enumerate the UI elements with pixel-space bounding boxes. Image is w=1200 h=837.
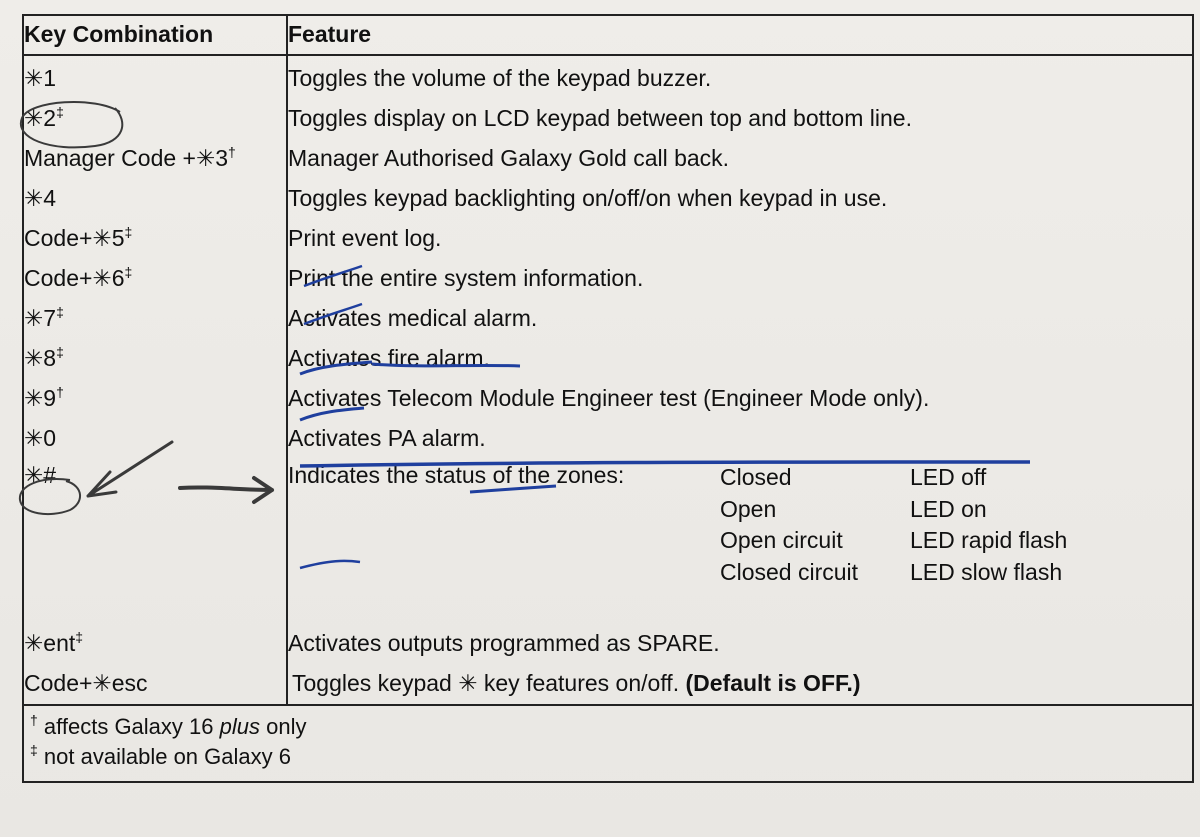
feature-cell: Activates medical alarm.: [287, 296, 1193, 336]
zone-state: Closed circuit: [720, 559, 859, 586]
key-cell: [23, 96, 287, 136]
table-row: [23, 416, 1193, 456]
key-cell: [23, 176, 287, 216]
table-header-row: [23, 15, 1193, 55]
key-cell: [23, 416, 287, 456]
footnotes-row: [23, 705, 1193, 782]
key-footnote-mark: ‡: [56, 304, 64, 321]
table-row: [23, 176, 1193, 216]
key-text: ✳2: [24, 105, 57, 132]
table-row: [23, 376, 1193, 416]
key-text: ✳1: [24, 65, 57, 92]
feature-cell: [287, 456, 1193, 621]
key-text: Code+✳5: [24, 225, 125, 252]
key-cell: [23, 216, 287, 256]
key-text: Code+✳6: [24, 265, 125, 292]
table-row: [23, 136, 1193, 176]
feature-cell: Print the entire system information.: [287, 256, 1193, 296]
zone-status-intro: Indicates the status of the zones:: [288, 462, 625, 488]
double-dagger-symbol: ‡: [30, 741, 38, 758]
key-footnote-mark: ‡: [124, 224, 133, 241]
dagger-symbol: †: [30, 712, 38, 728]
feature-header: Feature: [287, 15, 1193, 55]
key-footnote-mark: ‡: [124, 264, 133, 281]
key-footnote-mark: †: [56, 384, 64, 401]
feature-cell: Activates Telecom Module Engineer test (Engineer Mode only).: [287, 376, 1193, 416]
key-text: Manager Code +✳3: [24, 145, 229, 172]
key-cell: [23, 376, 287, 416]
footnote-text: affects Galaxy 16: [43, 714, 214, 739]
feature-cell: Print event log.: [287, 216, 1193, 256]
table-row: [23, 216, 1193, 256]
key-text: ✳4: [24, 185, 57, 212]
feature-cell: [287, 661, 1193, 705]
key-footnote-mark: ‡: [56, 344, 64, 361]
footnote-text: only: [266, 714, 307, 739]
key-combination-header: Key Combination: [23, 15, 287, 55]
key-combination-table: [22, 14, 1194, 783]
zone-status-block: [288, 462, 1192, 589]
footnote-dagger: [30, 712, 1192, 742]
key-footnote-mark: ‡: [75, 629, 84, 646]
zone-state: Open: [720, 495, 777, 522]
key-cell: [23, 136, 287, 176]
key-text: ✳#: [24, 462, 57, 488]
table-row: [23, 456, 1193, 621]
footnotes-cell: [23, 705, 1193, 782]
feature-cell: Toggles display on LCD keypad between top and bottom line.: [287, 96, 1193, 136]
table-row: [23, 661, 1193, 705]
key-text: ✳0: [24, 425, 57, 452]
key-cell: [23, 256, 287, 296]
zone-state-list: [720, 462, 910, 589]
table-row: [23, 55, 1193, 96]
key-footnote-mark: ‡: [56, 104, 64, 121]
key-text: ✳9: [24, 385, 57, 412]
feature-cell: Activates outputs programmed as SPARE.: [287, 621, 1193, 661]
key-cell: [23, 621, 287, 661]
zone-led: LED slow flash: [910, 559, 1063, 586]
key-cell: [23, 661, 287, 705]
feature-cell: Manager Authorised Galaxy Gold call back.: [287, 136, 1193, 176]
key-cell: [23, 456, 287, 621]
key-cell: [23, 296, 287, 336]
table-row: [23, 96, 1193, 136]
footnote-double-dagger: [30, 742, 1192, 772]
zone-led: LED rapid flash: [910, 527, 1068, 554]
footnote-italic: plus: [219, 714, 260, 739]
feature-cell: Toggles keypad backlighting on/off/on when keypad in use.: [287, 176, 1193, 216]
feature-cell: Activates fire alarm.: [287, 336, 1193, 376]
feature-text: Toggles keypad ✳ key features on/off.: [292, 670, 680, 697]
feature-cell: Activates PA alarm.: [287, 416, 1193, 456]
zone-led: LED off: [910, 464, 987, 490]
table-row: [23, 256, 1193, 296]
key-text: ✳8: [24, 345, 57, 372]
key-footnote-mark: †: [228, 144, 236, 161]
table-row: [23, 621, 1193, 661]
footnote-text: not available on Galaxy 6: [43, 743, 291, 769]
table-row: [23, 296, 1193, 336]
default-note: (Default is OFF.): [685, 670, 861, 697]
key-text: Code+✳esc: [24, 670, 148, 697]
feature-cell: Toggles the volume of the keypad buzzer.: [287, 55, 1193, 96]
zone-led-list: [910, 462, 1067, 589]
key-cell: [23, 55, 287, 96]
key-text: ✳7: [24, 305, 57, 332]
zone-state: Open circuit: [720, 527, 843, 554]
key-cell: [23, 336, 287, 376]
key-text: ✳ent: [24, 630, 76, 657]
zone-led: LED on: [910, 495, 987, 522]
zone-state: Closed: [720, 464, 792, 490]
table-row: [23, 336, 1193, 376]
